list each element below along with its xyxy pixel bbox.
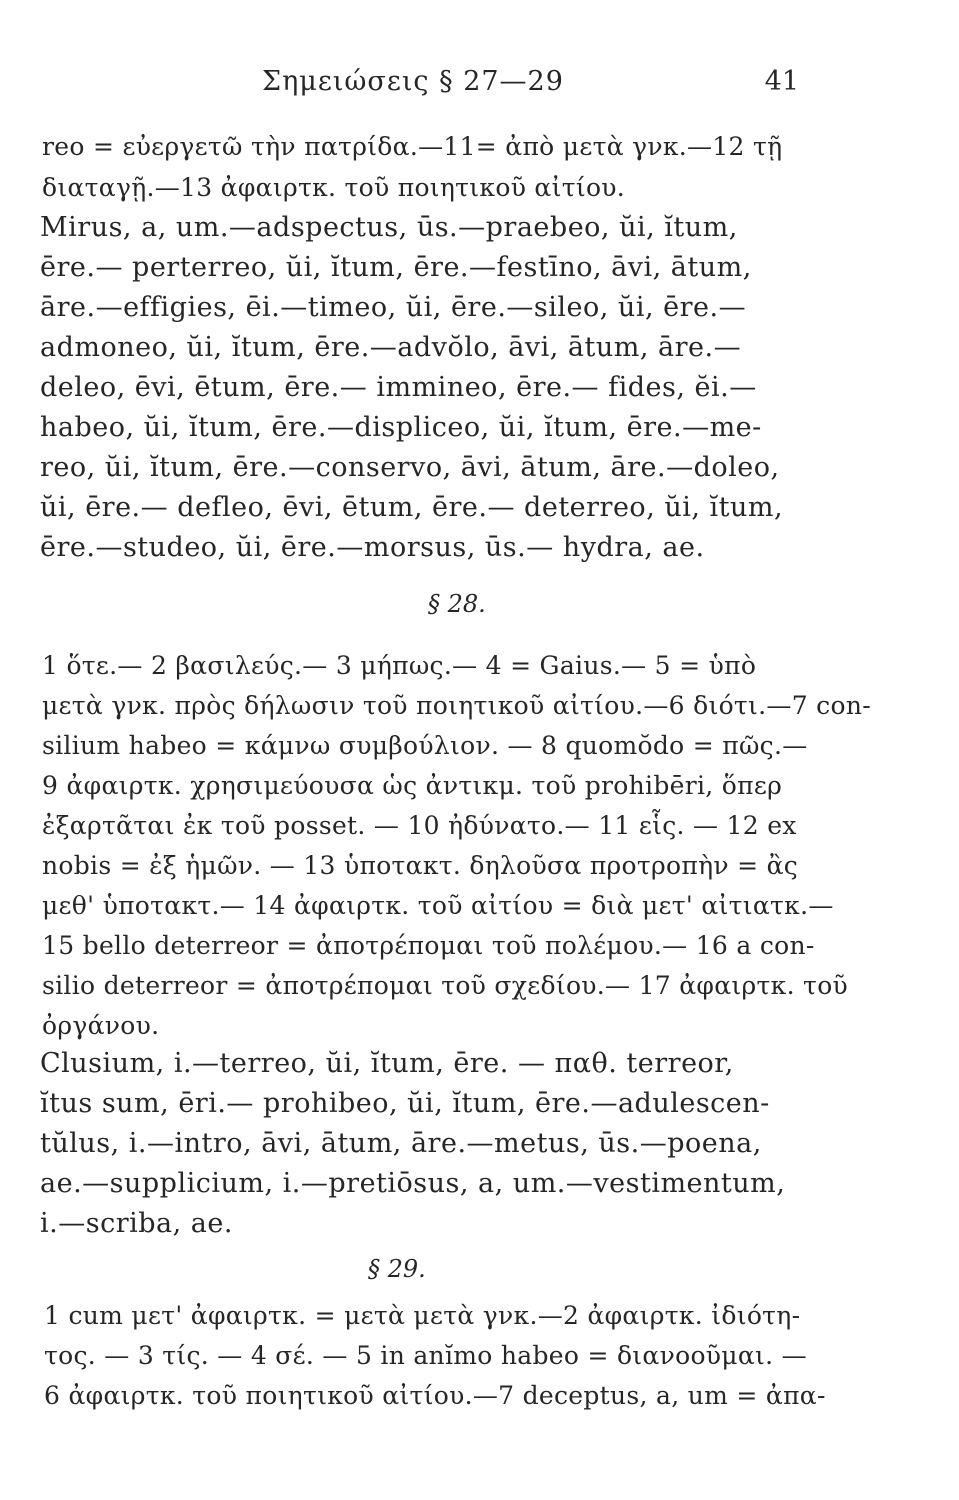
running-header: Σημειώσεις § 27—29 <box>262 66 564 97</box>
section-heading: § 28. <box>428 590 486 618</box>
text-line: 6 ἀφαιρτκ. τοῦ ποιητικοῦ αἰτίου.—7 deceptus, a, um = ἀπα- <box>44 1381 826 1410</box>
text-line: i.—scriba, ae. <box>40 1208 233 1239</box>
text-line: ēre.—studeo, ŭi, ēre.—morsus, ūs.— hydra, ae. <box>40 532 705 563</box>
text-line: τος. — 3 τίς. — 4 σέ. — 5 in anĭmo habeo = διανοοῦμαι. — <box>44 1341 807 1370</box>
text-line: ŭi, ēre.— defleo, ēvi, ētum, ēre.— deterreo, ŭi, ĭtum, <box>40 492 784 523</box>
text-line: μετὰ γνκ. πρὸς δήλωσιν τοῦ ποιητικοῦ αἰτίου.—6 διότι.—7 con- <box>42 691 871 720</box>
text-line: silium habeo = κάμνω συμβούλιον. — 8 quomŏdo = πῶς.— <box>42 731 808 760</box>
text-line: reo, ŭi, ĭtum, ēre.—conservo, āvi, ātum, āre.—doleo, <box>40 452 780 483</box>
text-line: ἐξαρτᾶται ἐκ τοῦ posset. — 10 ἠδύνατο.— 11 εἷς. — 12 ex <box>42 811 797 840</box>
text-line: admoneo, ŭi, ĭtum, ēre.—advŏlo, āvi, ātum, āre.— <box>40 332 742 363</box>
text-line: Mirus, a, um.—adspectus, ūs.—praebeo, ŭi, ĭtum, <box>40 212 738 243</box>
text-line: ĭtus sum, ēri.— prohibeo, ŭi, ĭtum, ēre.—adulescen- <box>40 1088 770 1119</box>
text-line: μεθ' ὑποτακτ.— 14 ἀφαιρτκ. τοῦ αἰτίου = διὰ μετ' αἰτιατκ.— <box>42 891 834 920</box>
text-line: 9 ἀφαιρτκ. χρησιμεύουσα ὡς ἀντικμ. τοῦ prohibēri, ὅπερ <box>42 771 783 800</box>
text-line: āre.—effigies, ēi.—timeo, ŭi, ēre.—sileo, ŭi, ēre.— <box>40 292 747 323</box>
text-line: 15 bello deterreor = ἀποτρέπομαι τοῦ πολέμου.— 16 a con- <box>42 931 815 960</box>
text-line: 1 cum μετ' ἀφαιρτκ. = μετὰ μετὰ γνκ.—2 ἀφαιρτκ. ἰδιότη- <box>44 1301 801 1330</box>
page-number: 41 <box>764 66 799 97</box>
text-line: habeo, ŭi, ĭtum, ēre.—displiceo, ŭi, ĭtum, ēre.—me- <box>40 412 762 443</box>
text-line: reo = εὐεργετῶ τὴν πατρίδα.—11= ἀπὸ μετὰ γνκ.—12 τῇ <box>42 132 783 161</box>
text-line: Clusium, i.—terreo, ŭi, ĭtum, ēre. — παθ. terreor, <box>40 1048 734 1079</box>
text-line: silio deterreor = ἀποτρέπομαι τοῦ σχεδίου.— 17 ἀφαιρτκ. τοῦ <box>42 971 849 1000</box>
text-line: deleo, ēvi, ētum, ēre.— immineo, ēre.— fides, ĕi.— <box>40 372 757 403</box>
text-line: 1 ὅτε.— 2 βασιλεύς.— 3 μήπως.— 4 = Gaius.— 5 = ὑπὸ <box>42 651 757 680</box>
section-heading: § 29. <box>368 1255 426 1283</box>
text-line: ὀργάνου. <box>42 1011 160 1040</box>
text-line: διαταγῇ.—13 ἀφαιρτκ. τοῦ ποιητικοῦ αἰτίου. <box>42 173 626 202</box>
text-line: ae.—supplicium, i.—pretiōsus, a, um.—vestimentum, <box>40 1168 786 1199</box>
text-line: tŭlus, i.—intro, āvi, ātum, āre.—metus, ūs.—poena, <box>40 1128 762 1159</box>
text-line: nobis = ἐξ ἡμῶν. — 13 ὑποτακτ. δηλοῦσα προτροπὴν = ἂς <box>42 851 799 880</box>
text-line: ēre.— perterreo, ŭi, ĭtum, ēre.—festīno, āvi, ātum, <box>40 252 752 283</box>
